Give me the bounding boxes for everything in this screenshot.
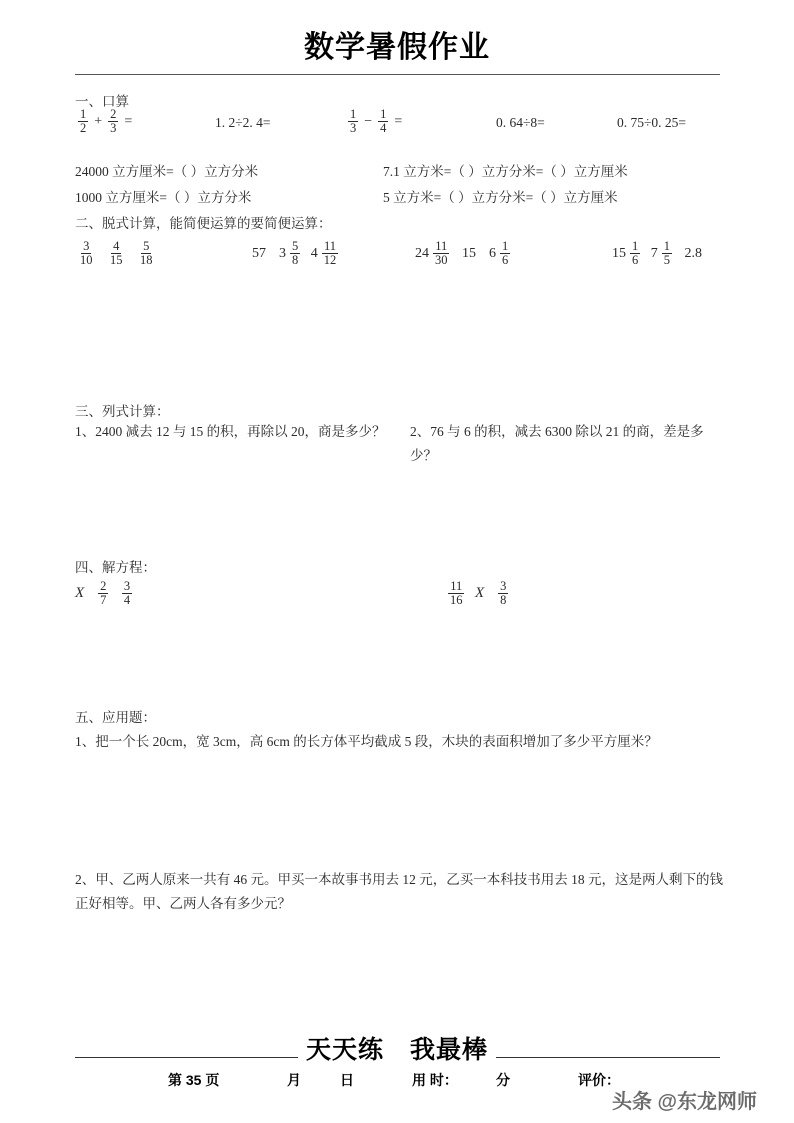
numerator: 1 <box>380 107 387 121</box>
footer-slogan <box>0 1030 794 1066</box>
numerator: 5 <box>143 239 150 253</box>
fraction-3-8 <box>498 580 508 607</box>
whole-number-57: 57 <box>252 245 266 261</box>
spacer <box>455 246 459 262</box>
denominator: 16 <box>450 593 463 608</box>
section-heading-4: 四、解方程： <box>75 560 156 575</box>
spacer <box>645 246 649 262</box>
numerator: 2 <box>100 579 107 593</box>
denominator: 5 <box>663 253 670 268</box>
fraction-4-15 <box>108 240 125 267</box>
fraction-1-6 <box>500 240 510 267</box>
numerator: 5 <box>292 239 299 253</box>
section-heading-2: 二、脱式计算，能简便运算的要简便运算： <box>75 216 332 231</box>
title-divider <box>75 74 720 75</box>
denominator: 12 <box>323 253 337 268</box>
footer-slogan-text: 天天练 我最棒 <box>298 1036 496 1064</box>
numerator: 11 <box>450 579 463 593</box>
oral-expression-2: 1. 2÷2. 4= <box>215 115 271 130</box>
conversion-line-1b: 7.1 立方米=（ ）立方分米=（ ）立方厘米 <box>383 164 628 179</box>
variable-x: X <box>475 585 485 602</box>
fraction-11-12 <box>322 240 339 267</box>
denominator: 4 <box>123 593 131 608</box>
numerator: 1 <box>350 107 357 121</box>
fraction-1-6 <box>630 240 640 267</box>
section-heading-3: 三、列式计算： <box>75 404 170 419</box>
denominator: 6 <box>502 253 509 268</box>
conversion-line-1a: 24000 立方厘米=（ ）立方分米 <box>75 164 259 179</box>
fraction-2-7 <box>98 580 108 607</box>
denominator: 30 <box>435 253 448 268</box>
spacer <box>480 246 487 262</box>
word-problem-1: 1、把一个长 20cm，宽 3cm，高 6cm 的长方体平均截成 5 段，木块的表面积增加了多少平方厘米？ <box>75 734 658 749</box>
fraction-one-half <box>78 108 88 135</box>
numerator: 4 <box>113 239 120 253</box>
whole-part: 6 <box>489 245 496 261</box>
conversion-line-2b: 5 立方米=（ ）立方分米=（ ）立方厘米 <box>383 190 618 205</box>
column-problem-2: 2、76 与 6 的积，减去 6300 除以 21 的商，差是多少？ <box>410 424 704 463</box>
spacer <box>486 586 493 602</box>
numerator: 1 <box>632 239 639 253</box>
equation-1 <box>75 580 135 607</box>
denominator: 7 <box>100 593 107 608</box>
spacer <box>86 586 93 602</box>
minute-label: 分 <box>496 1072 510 1088</box>
equals-operator: = <box>394 113 403 129</box>
spacer <box>470 586 474 602</box>
fraction-5-18 <box>138 240 155 267</box>
numerator: 1 <box>502 239 509 253</box>
denominator: 18 <box>140 253 153 268</box>
watermark: 头条 @东龙网师 <box>612 1091 758 1113</box>
whole-number-15: 15 <box>462 245 476 261</box>
numerator: 1 <box>663 239 670 253</box>
spacer <box>677 246 681 262</box>
spacer <box>100 246 104 262</box>
numerator: 3 <box>123 579 131 593</box>
fraction-two-thirds <box>108 108 118 135</box>
time-used-label: 用 时： <box>412 1072 458 1088</box>
mixed-number-15-1-6 <box>612 240 643 267</box>
month-label: 月 <box>287 1072 301 1088</box>
fraction-11-30 <box>433 240 450 267</box>
oral-expression-3 <box>345 108 405 135</box>
denominator: 8 <box>500 593 507 608</box>
mixed-number-4-11-12 <box>311 240 342 267</box>
numerator: 3 <box>83 239 90 253</box>
numerator: 3 <box>500 579 507 593</box>
conversion-line-2a: 1000 立方厘米=（ ）立方分米 <box>75 190 252 205</box>
denominator: 2 <box>80 121 87 136</box>
numerator: 11 <box>323 239 337 253</box>
mixed-number-3-5-8 <box>279 240 303 267</box>
column-problem-1: 1、2400 减去 12 与 15 的积，再除以 20，商是多少？ <box>75 424 386 439</box>
fraction-one-quarter <box>378 108 388 135</box>
numerator: 11 <box>435 239 448 253</box>
fraction-one-third <box>348 108 358 135</box>
fraction-3-4 <box>122 580 132 607</box>
oral-expression-4: 0. 64÷8= <box>496 115 545 130</box>
destyle-problem-3 <box>415 240 513 267</box>
destyle-problem-2 <box>250 240 341 267</box>
mixed-number-6-1-6 <box>489 240 513 267</box>
denominator: 3 <box>110 121 117 136</box>
whole-part: 24 <box>415 245 429 261</box>
numerator: 2 <box>110 107 117 121</box>
oral-expression-1 <box>75 108 135 135</box>
denominator: 3 <box>350 121 357 136</box>
spacer <box>130 246 134 262</box>
spacer <box>270 246 277 262</box>
word-problem-2: 2、甲、乙两人原来一共有 46 元。甲买一本故事书用去 12 元，乙买一本科技书用去 18 元，这是两人剩下的钱正好相等。甲、乙两人各有多少元？ <box>75 872 723 911</box>
whole-part: 15 <box>612 245 626 261</box>
denominator: 4 <box>380 121 387 136</box>
denominator: 8 <box>292 253 299 268</box>
page-title: 数学暑假作业 <box>304 31 490 64</box>
section-heading-1: 一、口算 <box>75 94 129 109</box>
denominator: 15 <box>110 253 123 268</box>
destyle-problem-1 <box>75 240 158 267</box>
variable-x: X <box>75 585 85 602</box>
fraction-3-10 <box>78 240 95 267</box>
denominator: 6 <box>632 253 639 268</box>
page-number-label: 第 35 页 <box>168 1072 220 1088</box>
fraction-1-5 <box>662 240 672 267</box>
spacer <box>113 586 117 602</box>
plus-operator: + <box>94 113 103 129</box>
spacer <box>305 246 309 262</box>
decimal-2-8: 2.8 <box>684 245 702 261</box>
mixed-number-24-11-30 <box>415 240 453 267</box>
minus-operator: − <box>364 113 373 129</box>
equals-operator: = <box>124 113 133 129</box>
whole-part: 7 <box>650 245 658 261</box>
equation-2 <box>445 580 511 607</box>
fraction-11-16 <box>448 580 465 607</box>
oral-expression-5: 0. 75÷0. 25= <box>617 115 687 130</box>
numerator: 1 <box>80 107 87 121</box>
whole-part: 4 <box>310 245 318 261</box>
mixed-number-7-1-5 <box>651 240 675 267</box>
destyle-problem-4 <box>612 240 704 267</box>
denominator: 10 <box>80 253 93 268</box>
section-heading-5: 五、应用题： <box>75 710 156 725</box>
whole-part: 3 <box>279 245 286 261</box>
fraction-5-8 <box>290 240 300 267</box>
day-label: 日 <box>340 1072 354 1088</box>
rating-label: 评价： <box>578 1072 620 1088</box>
